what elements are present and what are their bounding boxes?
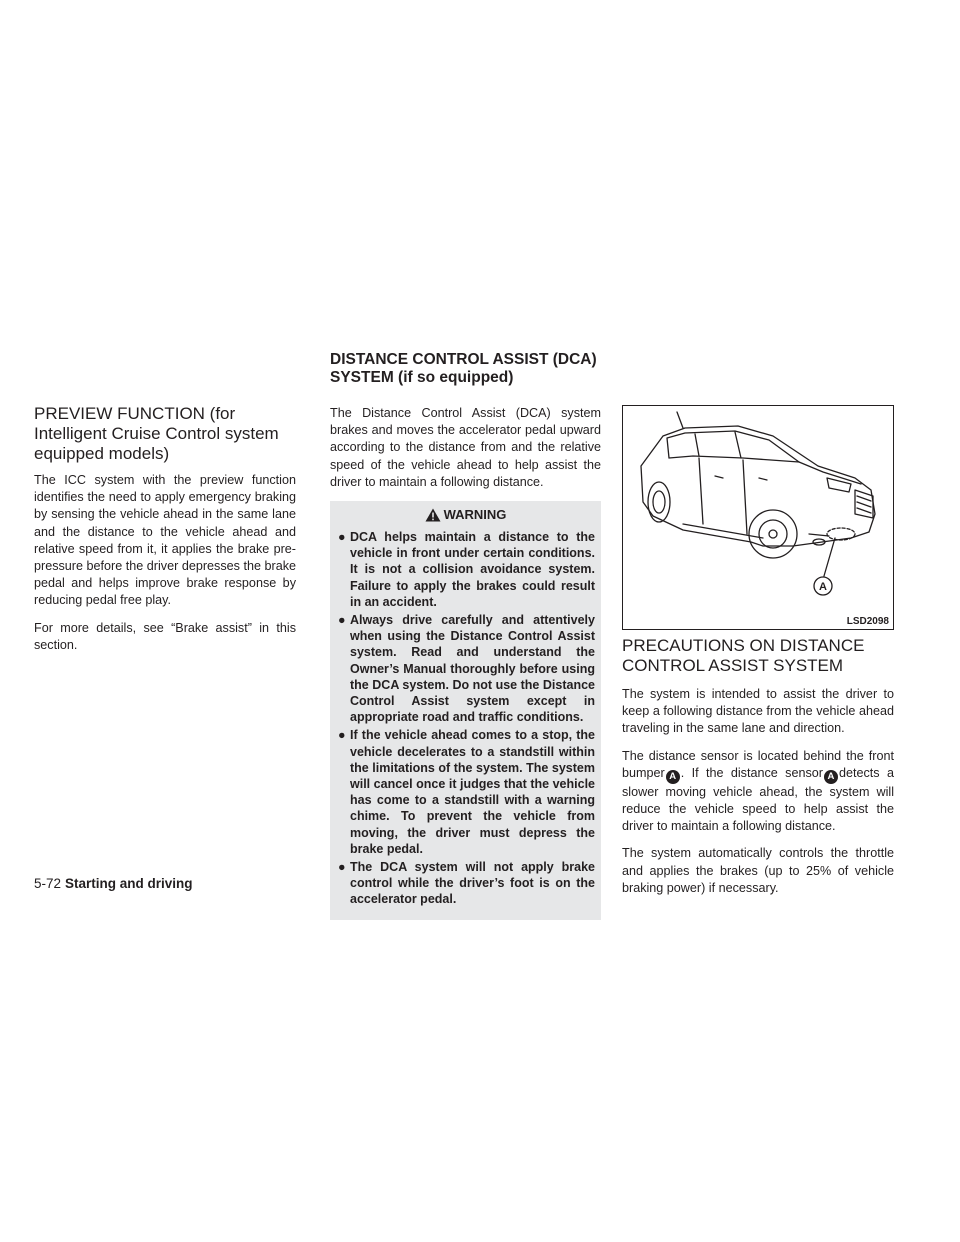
figure-code: LSD2098 <box>846 616 889 627</box>
warning-title: WARNING <box>443 507 507 523</box>
chapter-title: Starting and driving <box>65 876 193 891</box>
warning-icon <box>425 508 441 522</box>
bullet-icon: ● <box>338 860 346 875</box>
suv-illustration <box>623 406 893 629</box>
left-column <box>34 404 296 664</box>
callout-a-icon: A <box>666 770 680 784</box>
page-number: 5-72 <box>34 876 62 891</box>
callout-a-icon: A <box>824 770 838 784</box>
bullet-icon: ● <box>338 613 346 628</box>
precautions-paragraph-3: The system automatically controls the throttle and applies the brakes (up to 25% of vehicle braking power) if necessary. <box>622 846 894 895</box>
warning-header <box>330 507 601 523</box>
warning-item: ● Always drive carefully and attentively when using the Distance Control Assist system. Read and understand the Owner’s Manual thoroughly before using the DCA system. Do not use the Distance Control Assist system except in appropriate road and traffic conditions. <box>338 613 595 725</box>
warning-box <box>330 501 601 920</box>
precautions-heading: PRECAUTIONS ON DISTANCE CONTROL ASSIST SYSTEM <box>622 636 865 675</box>
warning-list <box>330 529 601 908</box>
vehicle-figure <box>622 405 894 630</box>
warning-item: ● DCA helps maintain a distance to the vehicle in front under certain conditions. It is not a collision avoidance system. Failure to apply the brakes could result in an accident. <box>338 530 595 609</box>
dca-intro-paragraph: The Distance Control Assist (DCA) system brakes and moves the accelerator pedal upward according to the distance from and the relative speed of the vehicle ahead to help assist the driver to maintain a following distance. <box>330 406 601 489</box>
bullet-icon: ● <box>338 530 346 545</box>
warning-item: ● The DCA system will not apply brake control while the driver’s foot is on the accelerator pedal. <box>338 860 595 907</box>
brake-assist-reference: For more details, see “Brake assist” in this section. <box>34 620 296 652</box>
precautions-paragraph-1: The system is intended to assist the driver to keep a following distance from the vehicle ahead traveling in the same lane and direction. <box>622 687 894 736</box>
figure-callout-a: A <box>819 581 827 593</box>
section-title: DISTANCE CONTROL ASSIST (DCA) SYSTEM (if so equipped) <box>330 351 597 386</box>
right-column <box>622 636 894 907</box>
precautions-paragraph-2: The distance sensor is located behind the front bumper A . If the distance sensor A detects a slower moving vehicle ahead, the system will reduce the vehicle speed to help assist the driver to maintain a following distance. <box>622 748 894 834</box>
bullet-icon: ● <box>338 728 346 743</box>
page-footer <box>34 876 193 891</box>
preview-function-paragraph: The ICC system with the preview function identifies the need to apply emergency braking by sensing the vehicle ahead in the same lane and the distance to the vehicle ahead and relative speed from it, it applies the brake pre-pressure before the driver depresses the brake pedal and helps improve brake response by reducing pedal free play. <box>34 473 296 608</box>
warning-item: ● If the vehicle ahead comes to a stop, the vehicle decelerates to a standstill within the limitations of the system. The system will cancel once it judges that the vehicle has come to a standstill with a warning chime. To prevent the vehicle from moving, the driver must depress the brake pedal. <box>338 728 595 856</box>
middle-column <box>330 405 601 920</box>
preview-function-heading: PREVIEW FUNCTION (for Intelligent Cruise Control system equipped models) <box>34 404 279 463</box>
